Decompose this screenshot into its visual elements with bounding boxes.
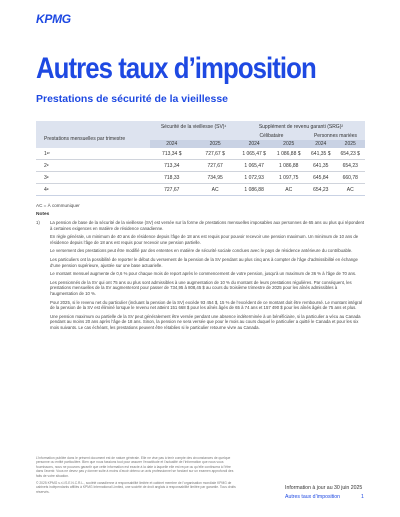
table-cell: 713,34 [150,160,193,172]
table-cell: 734,95 [193,172,236,184]
table-row [36,160,365,172]
table-row [36,172,365,184]
page-title: Autres taux d’imposition [36,52,316,85]
table-cell: 1 065,47 $ [237,148,272,160]
benefits-table [36,121,365,196]
quarter-label: 1ᵉʳ [36,148,150,160]
table-corner [36,121,150,132]
table-legend: AC = À communiquer [36,203,80,208]
note-paragraph: Les particuliers ont la possibilité de reporter le début du versement de la pension de la SV pendant au plus cinq ans à compter de l’âge d’admissibilité en échange d’une pension supérieure, ajustée sur une base actuarielle. [50,256,358,268]
table-cell: 718,33 [150,172,193,184]
footer-section-name: Autres taux d’imposition [285,494,341,500]
copyright-text: © 2025 KPMG s.r.l./S.E.N.C.R.L., société canadienne à responsabilité limitée et cabinet membre de l’organisation mondiale KPMG de cabinets indépendants affiliés à KPMG International Limited, une société de droit anglais à responsabilité limitée par garantie. Tous droits réservés. [36,481,236,494]
table-row [36,148,365,160]
table-cell: 1 072,93 [237,172,272,184]
notes-section [36,220,366,334]
table-cell: 1 097,75 [271,172,306,184]
kpmg-logo: KPMG [36,12,71,26]
header-single: Célibataire [259,133,284,139]
footer-updated-date: Information à jour au 30 juin 2025 [285,485,363,491]
table-cell: 713,34 $ [150,148,193,160]
quarter-label: 3ᵉ [36,172,150,184]
note-paragraph: Une pension maximum ou partielle de la SV peut généralement être versée pendant une absence indéterminée à un bénéficiaire, si la particulier a vécu au Canada pendant au moins 20 ans après l’âge de 18 ans. Sinon, la pension ne sera versée que pour le mois au cours duquel le particulier a quitté le Canada et pour les six mois suivants. Le cas échéant, les prestations peuvent être rétablies si le particulier retourne vivre au Canada. [50,313,361,330]
header-quarter: Prestations mensuelles par trimestre [44,136,126,143]
header-married: Personnes mariées [313,133,358,139]
note-paragraph: En règle générale, un minimum de 40 ans de résidence depuis l’âge de 18 ans est requis pour pouvoir recevoir une pension maximum. Un minimum de 10 ans de résidence depuis l’âge de 18 ans est requis pour recevoir une pension partielle. [50,234,359,245]
table-cell: 641,35 $ [306,148,335,160]
table-cell: 641,35 [306,160,335,172]
disclaimer-text: L’information publiée dans le présent document est de nature générale. Elle ne vise pas à tenir compte des circonstances de quelque personne ou entité particulière. Bien que nous fassions tout pour assurer l’exactitude et l’actualité de l’information que nous vous fournissons, nous ne pouvons garantir que cette information est exacte à la date à laquelle elle est reçue ou qu’elle continuera à l’être dans l’avenir. Vous ne devez pas y donner suite à moins d’avoir obtenu un avis professionnel se fondant sur un examen approfondi des faits de votre situation. [36,456,234,478]
year-header: 2025 [344,141,356,147]
header-blank [150,132,237,140]
year-header: 2024 [315,141,327,147]
table-cell: 1 086,88 [271,160,306,172]
header-sv: Sécurité de la vieillesse (SV)¹ [160,123,227,130]
quarter-label: 2ᵉ [36,160,150,172]
year-header: 2025 [283,141,295,147]
table-cell: 1 086,88 $ [271,148,306,160]
note-paragraph: Le montant mensuel augmente de 0,6 % pour chaque mois de report après le commencement de votre pension, jusqu’à un maximum de 36 % à l’âge de 70 ans. [50,271,357,277]
table-cell: 654,23 [335,160,365,172]
year-header: 2025 [209,141,221,147]
table-cell: AC [271,184,306,196]
table-cell: 727,67 [150,184,193,196]
table-cell: 1 065,47 [237,160,272,172]
table-cell: AC [335,184,365,196]
table-cell: 727,67 $ [193,148,236,160]
quarter-label: 4ᵉ [36,184,150,196]
note-number: 1) [36,220,40,225]
note-paragraph: Les pensionnés de la SV qui ont 75 ans ou plus sont admissibles à une augmentation de 10 % du montant de leurs prestations régulières. Par conséquent, les prestations mensuelles de la SV augmenteront pour passer de 734,95 à 808,45 $ au cours du troisième trimestre de 2025 pour les aînés admissibles à l’augmentation de 10 %. [50,279,352,296]
note-paragraph: Le versement des prestations peut être modifié par des ententes en matière de sécurité sociale conclues avec le pays de résidence antérieure du contribuable. [50,248,353,254]
table-cell: AC [193,184,236,196]
note-paragraph: Pour 2025, si le revenu net du particulier (incluant la pension de la SV) excède 93 454 $, 15 % de l’excédent de ce montant doit être remboursé. Le montant intégral de la pension de la SV est éliminé lorsque le revenu net atteint 151 668 $ pour les aînés âgés de 65 à 74 ans et 157 490 $ pour les aînés âgés de 75 ans et plus. [50,299,362,311]
notes-heading: Notes [36,212,50,217]
table-cell: 660,78 [335,172,365,184]
table-row [36,184,365,196]
table-cell: 645,84 [306,172,335,184]
table-cell: 654,23 $ [335,148,365,160]
page-subtitle: Prestations de sécurité de la vieillesse [36,93,229,105]
table-cell: 727,67 [193,160,236,172]
table-cell: 1 086,88 [237,184,272,196]
year-header: 2024 [248,141,260,147]
note-paragraph: La pension de base de la sécurité de la vieillesse (SV) est versée sur la forme de prestations mensuelles imposables aux personnes de 65 ans ou plus qui répondent à certaines exigences en matière de résidence canadienne. [50,220,365,231]
year-header: 2024 [166,141,178,147]
header-srg: Supplément de revenu garanti (SRG)² [258,123,344,130]
table-cell: 654,23 [306,184,335,196]
page-number: 1 [361,494,364,500]
